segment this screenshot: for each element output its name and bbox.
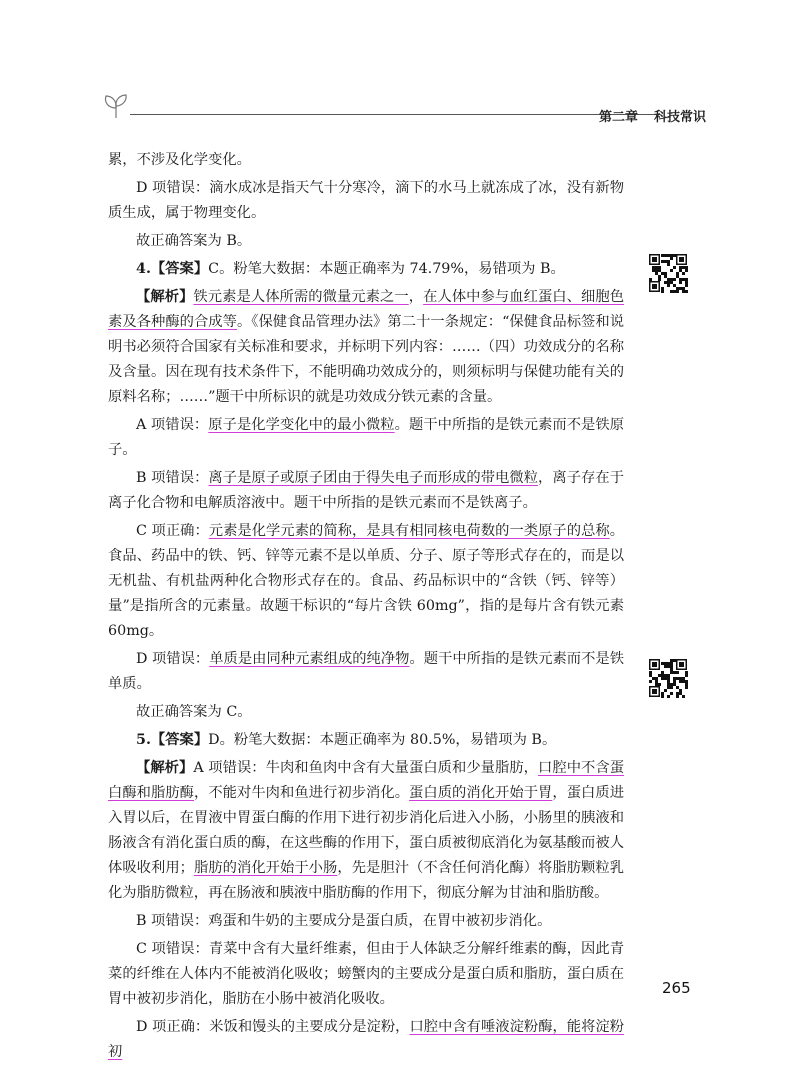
text: B 项错误： [136, 470, 209, 486]
answer-text: D。粉笔大数据：本题正确率为 80.5%，易错项为 B。 [208, 732, 557, 748]
page-number: 265 [662, 979, 691, 997]
answer-text: C。粉笔大数据：本题正确率为 74.79%，易错项为 B。 [208, 261, 565, 277]
text: ，不能对牛肉和鱼进行初步消化。 [194, 785, 410, 801]
option-c [108, 519, 624, 644]
answer-label: 4.【答案】 [136, 261, 209, 277]
qr-code-icon[interactable] [648, 253, 688, 293]
page-body [108, 148, 624, 1065]
analysis-paragraph [108, 285, 624, 410]
analysis-paragraph [108, 756, 624, 906]
option-d [108, 647, 624, 697]
answer-heading [108, 728, 624, 753]
text: 。《保健食品管理办法》第二十一条规定：“保健食品标签和说明书必须符合国家有关标准和要求，并标明下列内容：……（四）功效成分的名称及含量。因在现有技术条件下，不能明确功效成分的，则须标明与保健功能有关的原料名称；……”题干中所标识的就是功效成分铁元素的含量。 [108, 314, 625, 405]
highlight: 原子是化学变化中的最小微粒 [208, 417, 395, 433]
option-c: C 项错误：青菜中含有大量纤维素，但由于人体缺乏分解纤维素的酶，因此青菜的纤维在人体内不能被消化吸收；螃蟹肉的主要成分是蛋白质和脂肪，蛋白质在胃中被初步消化，脂肪在小肠中被消化吸收。 [108, 941, 624, 1007]
chapter-title [576, 106, 706, 125]
text: A 项错误： [136, 417, 209, 433]
option-b: B 项错误：鸡蛋和牛奶的主要成分是蛋白质，在胃中被初步消化。 [136, 913, 552, 929]
analysis-label: 【解析】 [136, 760, 194, 776]
text: 。题干中所指的是铁元素而不是铁原子。 [108, 417, 625, 458]
text: 。题干中所指的是铁元素而不是铁单质。 [108, 651, 624, 692]
highlight: 离子是原子或原子团由于得失电子而形成的带电微粒 [208, 470, 539, 486]
option-d [108, 1015, 624, 1065]
highlight: 脂肪的消化开始于小肠 [193, 860, 338, 876]
paragraph: 故正确答案为 B。 [136, 233, 252, 249]
text: C 项正确： [136, 523, 209, 539]
text: D 项正确：米饭和馒头的主要成分是淀粉， [136, 1019, 410, 1035]
text: ，先是胆汁（不含任何消化酶）将脂肪颗粒乳化为脂肪微粒，再在肠液和胰液中脂肪酶的作用下，彻底分解为甘油和脂肪酸。 [108, 860, 625, 901]
paragraph: 累，不涉及化学变化。 [108, 152, 251, 168]
text: 。食品、药品中的铁、钙、锌等元素不是以单质、分子、原子等形式存在的，而是以无机盐、有机盐两种化合物形式存在的。食品、药品标识中的“含铁（钙、锌等）量”是指所含的元素量。故题干标识的“每片含铁 60mg”，指的是每片含有铁元素 60mg。 [108, 523, 624, 639]
option-a [108, 413, 624, 463]
highlight: 铁元素是人体所需的微量元素之一 [193, 289, 409, 305]
paragraph: D 项错误：滴水成冰是指天气十分寒冷，滴下的水马上就冻成了冰，没有新物质生成，属于物理变化。 [108, 180, 624, 221]
answer-heading [108, 257, 624, 282]
highlight: 口腔中含有唾液淀粉酶，能将淀粉初 [108, 1019, 624, 1060]
chapter-number: 第二章 [598, 110, 638, 125]
text: ，蛋白质进入胃以后，在胃液中胃蛋白酶的作用下进行初步消化后进入小肠，小肠里的胰液和肠液含有消化蛋白质的酶，在这些酶的作用下，蛋白质被彻底消化为氨基酸而被人体吸收利用； [108, 785, 625, 876]
text: D 项错误： [136, 651, 210, 667]
leaf-sprout-icon [98, 92, 134, 122]
highlight: 蛋白质的消化开始于胃 [409, 785, 553, 801]
paragraph: 故正确答案为 C。 [136, 704, 252, 720]
text: A 项错误：牛肉和鱼肉中含有大量蛋白质和少量脂肪， [193, 760, 539, 776]
highlight: 口腔中不含蛋白酶和脂肪酶 [108, 760, 625, 801]
analysis-label: 【解析】 [136, 289, 194, 305]
text: ，离子存在于离子化合物和电解质溶液中。题干中所指的是铁元素而不是铁离子。 [108, 470, 625, 511]
highlight: 单质是由同种元素组成的纯净物 [209, 651, 410, 667]
running-header [98, 92, 706, 126]
answer-label: 5.【答案】 [136, 732, 209, 748]
text: ， [408, 289, 424, 305]
option-b [108, 466, 624, 516]
highlight: 元素是化学元素的简称，是具有相同核电荷数的一类原子的总称 [208, 523, 610, 539]
qr-code-icon[interactable] [648, 658, 688, 698]
section-title: 科技常识 [653, 110, 706, 125]
highlight: 在人体中参与血红蛋白、细胞色素及各种酶的合成等 [108, 289, 625, 330]
